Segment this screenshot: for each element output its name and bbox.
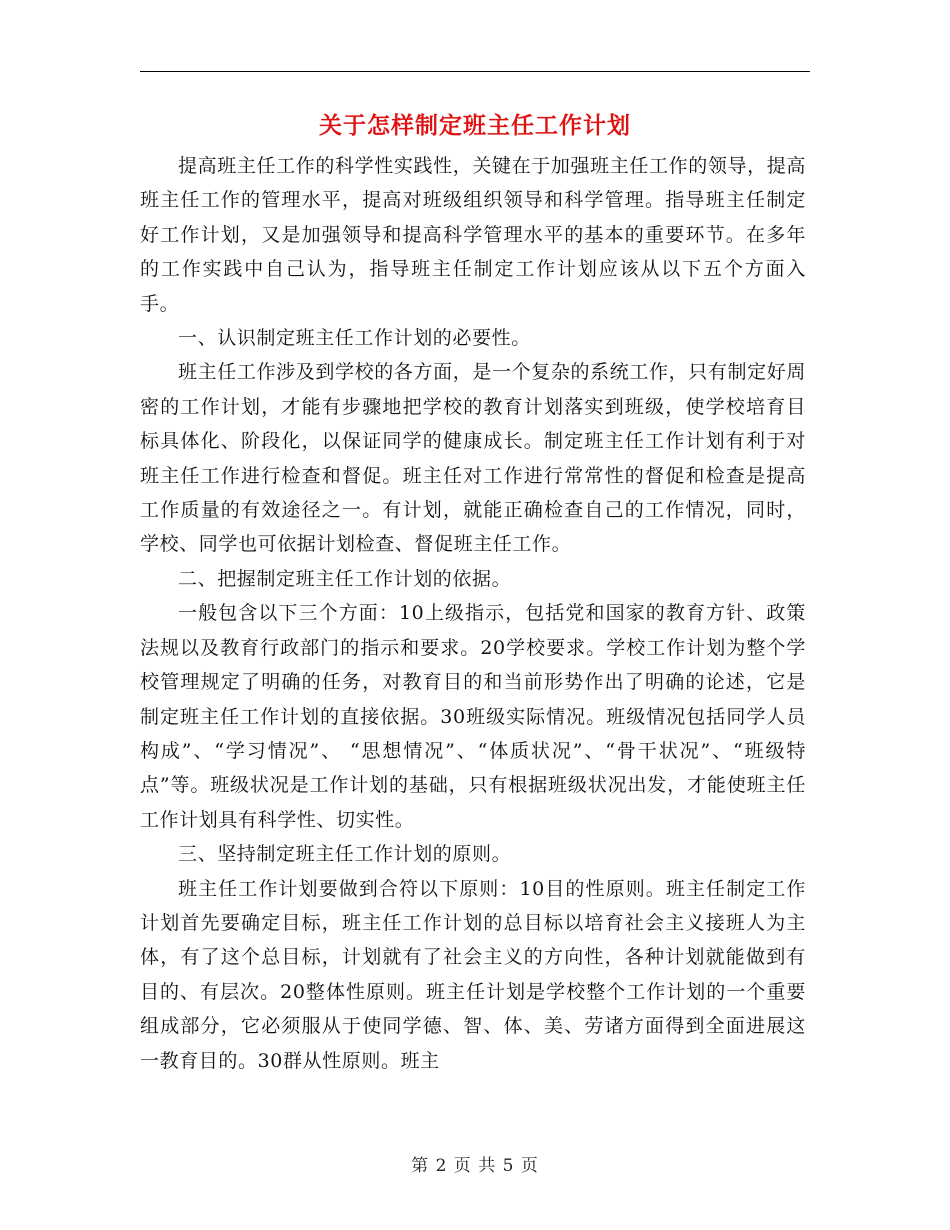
paragraph-necessity: 班主任工作涉及到学校的各方面，是一个复杂的系统工作，只有制定好周密的工作计划，才能有步骤地把学校的教育计划落实到班级，使学校培育目标具体化、阶段化，以保证同学的健康成长。制定班主任工作计划有利于对班主任工作进行检查和督促。班主任对工作进行常常性的督促和检查是提高工作质量的有效途径之一。有计划，就能正确检查自己的工作情况，同时，学校、同学也可依据计划检查、督促班主任工作。 [140,361,806,556]
paragraph-intro: 提高班主任工作的科学性实践性，关键在于加强班主任工作的领导，提高班主任工作的管理水平，提高对班级组织领导和科学管理。指导班主任制定好工作计划，又是加强领导和提高科学管理水平的基本的重要环节。在多年的工作实践中自己认为，指导班主任制定工作计划应该从以下五个方面入手。 [140,155,806,315]
section-heading-1: 一、认识制定班主任工作计划的必要性。 [178,327,531,350]
paragraph-basis: 一般包含以下三个方面：10上级指示，包括党和国家的教育方针、政策法规以及教育行政部门的指示和要求。20学校要求。学校工作计划为整个学校管理规定了明确的任务，对教育目的和当前形势作出了明确的论述，它是制定班主任工作计划的直接依据。30班级实际情况。班级情况包括同学人员构成”、“学习情况”、 “思想情况”、“体质状况”、“骨干状况”、“班级特点”等。班级状况是工作计划的基础，只有根据班级状况出发，才能使班主任工作计划具有科学性、切实性。 [140,602,806,831]
page-number: 第 2 页 共 5 页 [411,1156,539,1176]
section-heading-3: 三、坚持制定班主任工作计划的原则。 [178,843,512,866]
section-heading-2: 二、把握制定班主任工作计划的依据。 [178,567,512,590]
document-body [140,149,806,1078]
header-rule [140,71,810,72]
paragraph-principles: 班主任工作计划要做到合符以下原则：10目的性原则。班主任制定工作计划首先要确定目标，班主任工作计划的总目标以培育社会主义接班人为主体，有了这个总目标，计划就有了社会主义的方向性，各种计划就能做到有目的、有层次。20整体性原则。班主任计划是学校整个工作计划的一个重要组成部分，它必须服从于使同学德、智、体、美、劳诸方面得到全面进展这一教育目的。30群从性原则。班主 [140,877,806,1072]
document-title: 关于怎样制定班主任工作计划 [319,112,631,139]
